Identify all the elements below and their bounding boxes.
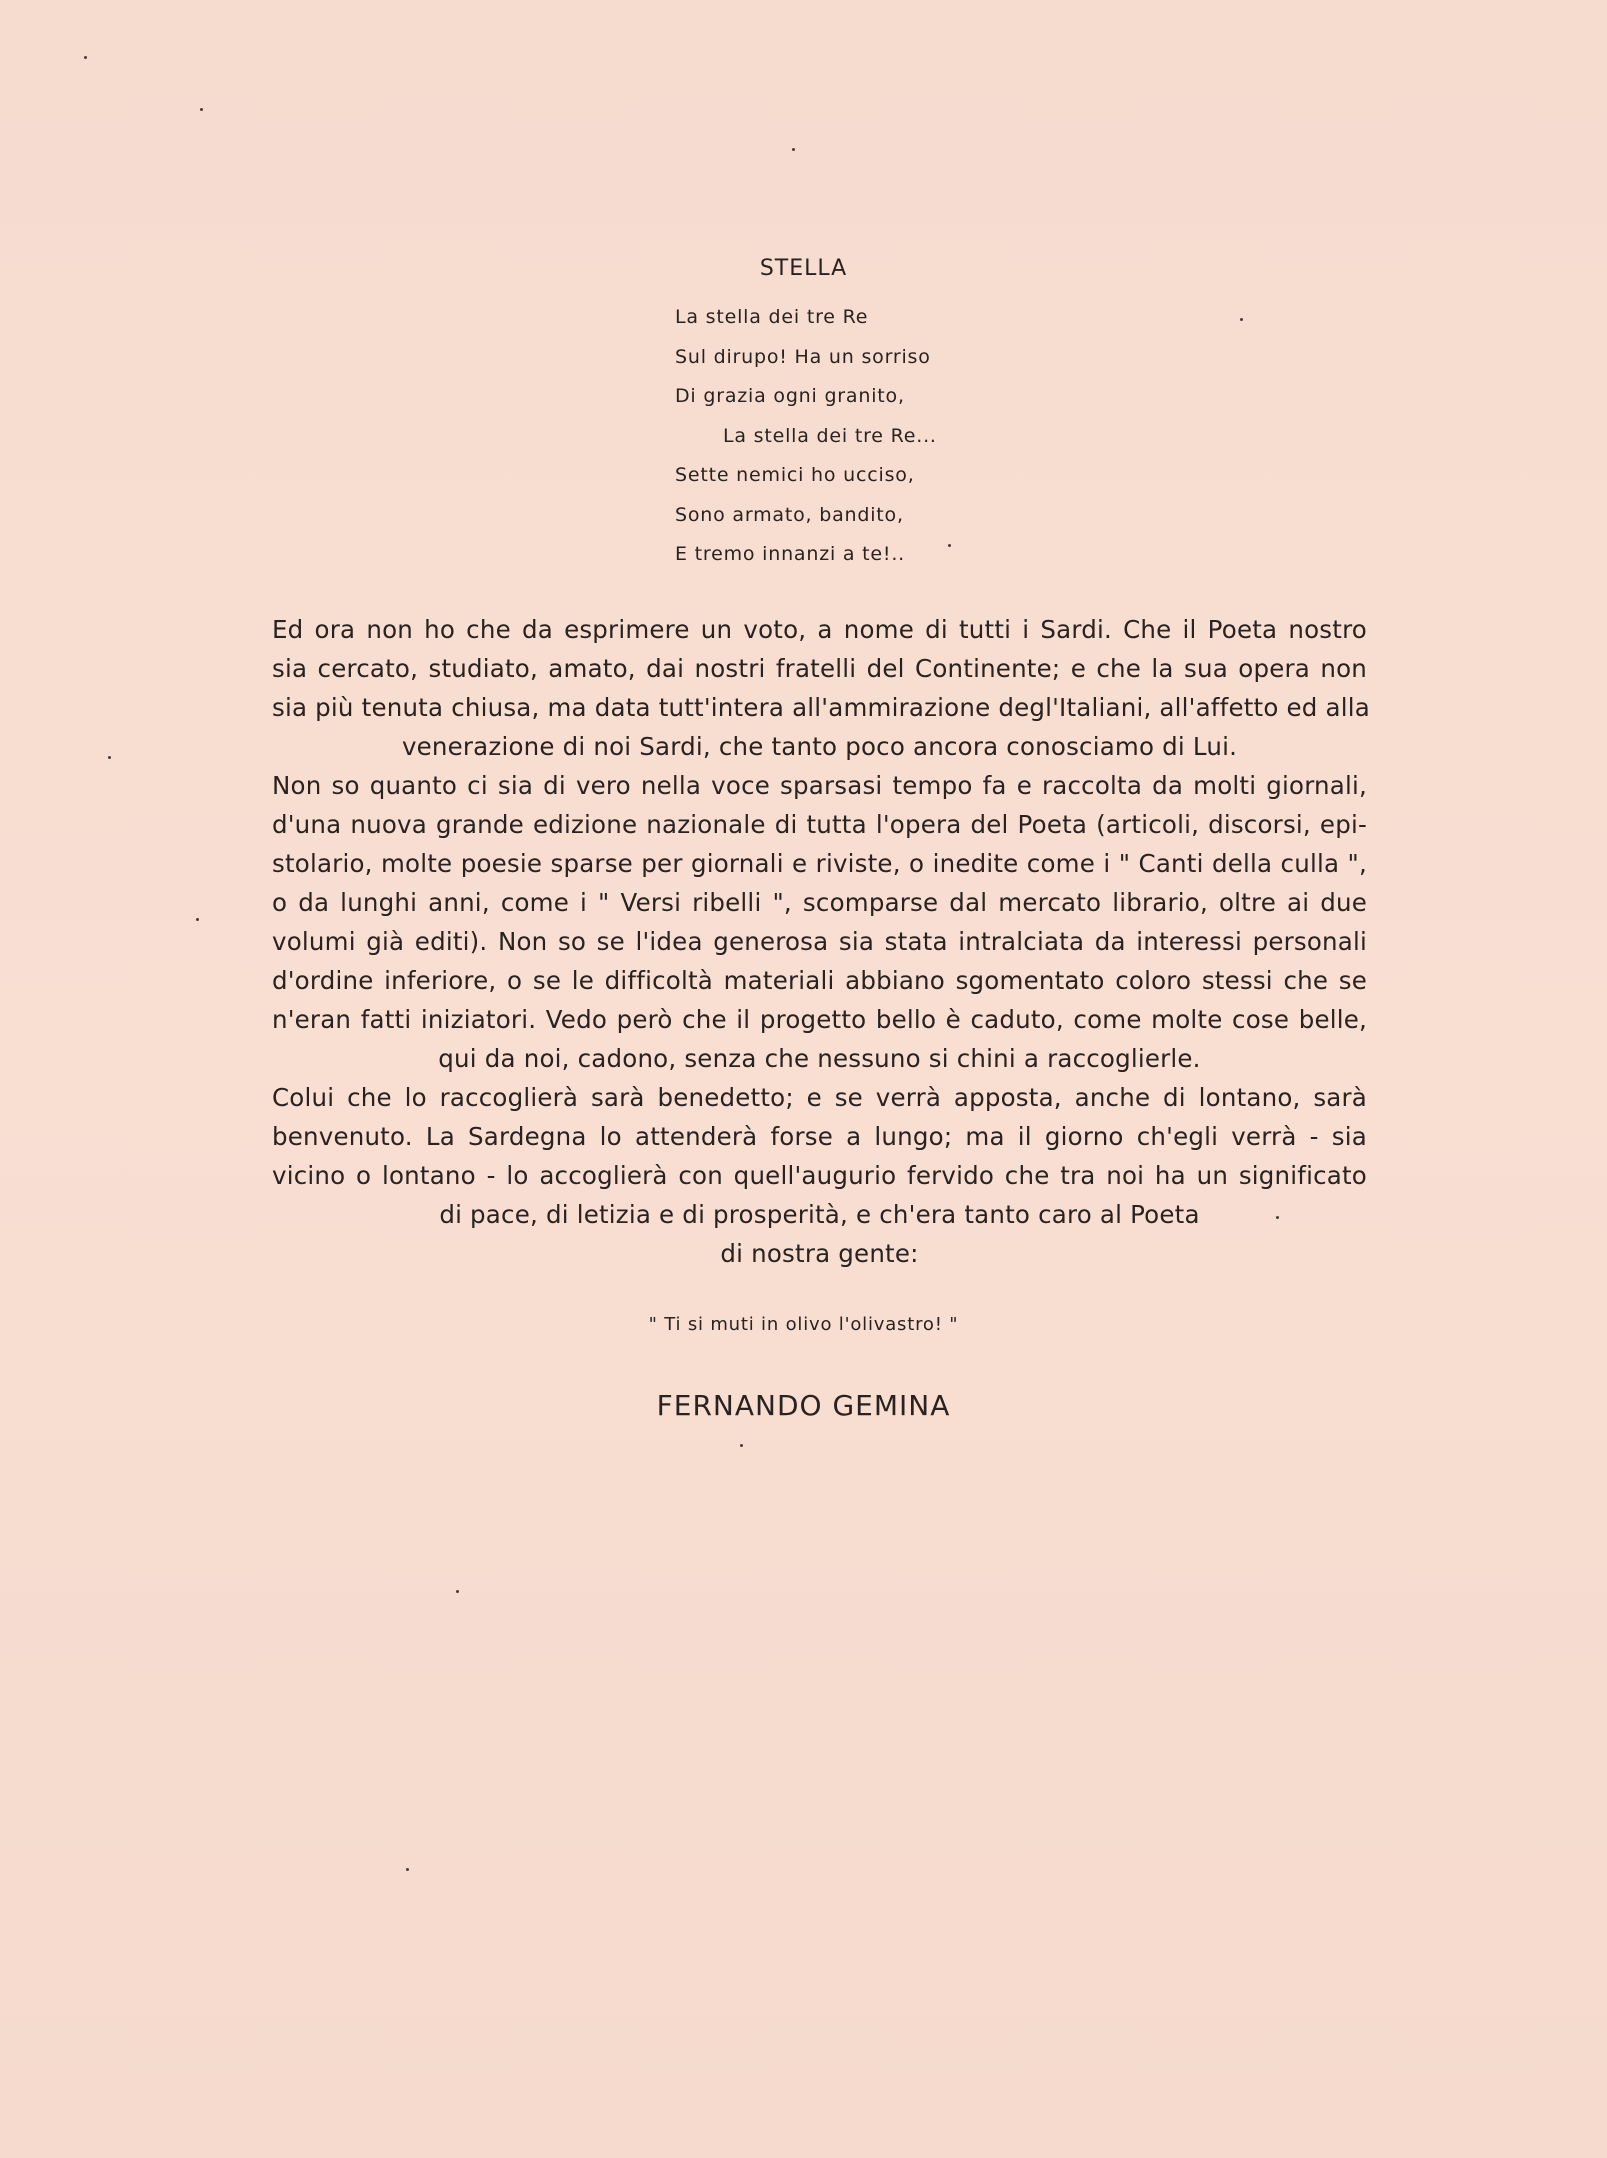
prose-line: venerazione di noi Sardi, che tanto poco ancora conosciamo di Lui.: [401, 732, 1238, 761]
prose-line: sia cercato, studiato, amato, dai nostri fratelli del Continente; e che la sua opera non: [272, 654, 1367, 683]
prose-line: Non so quanto ci sia di vero nella voce sparsasi tempo fa e raccolta da molti giornali,: [272, 771, 1367, 800]
author-signature: FERNANDO GEMINA: [656, 1389, 951, 1422]
paper-speck: [196, 918, 199, 921]
poem-title: STELLA: [759, 256, 848, 281]
paper-speck: [84, 56, 87, 59]
paper-speck: [740, 1444, 743, 1447]
prose-line: benvenuto. La Sardegna lo attenderà forse a lungo; ma il giorno ch'egli verrà - sia: [272, 1122, 1367, 1151]
prose-line: volumi già editi). Non so se l'idea generosa sia stata intralciata da interessi personali: [272, 927, 1367, 956]
paper-speck: [792, 148, 795, 151]
prose-line: qui da noi, cadono, senza che nessuno si chini a raccoglierle.: [438, 1044, 1201, 1073]
paper-speck: [406, 1868, 409, 1871]
poem: [675, 298, 1075, 575]
poem-line: E tremo innanzi a te!..: [675, 543, 906, 565]
closing-quote: " Ti si muti in olivo l'olivastro! ": [648, 1314, 959, 1335]
prose-body: [272, 610, 1370, 1273]
prose-line: o da lunghi anni, come i " Versi ribelli ", scomparse dal mercato librario, oltre ai due: [272, 888, 1367, 917]
prose-line: di nostra gente:: [720, 1239, 919, 1268]
poem-line: La stella dei tre Re...: [723, 424, 937, 447]
paper-speck: [200, 108, 203, 111]
poem-line: Sono armato, bandito,: [675, 503, 904, 526]
prose-line: d'ordine inferiore, o se le difficoltà materiali abbiano sgomentato coloro stessi che se: [272, 966, 1367, 995]
prose-line: vicino o lontano - lo accoglierà con quell'augurio fervido che tra noi ha un significato: [272, 1161, 1367, 1190]
poem-line: Di grazia ogni granito,: [675, 385, 905, 407]
poem-line: La stella dei tre Re: [675, 306, 869, 328]
prose-line: n'eran fatti iniziatori. Vedo però che il progetto bello è caduto, come molte cose belle,: [272, 1005, 1367, 1034]
poem-line: Sul dirupo! Ha un sorriso: [675, 345, 931, 368]
prose-line: sia più tenuta chiusa, ma data tutt'intera all'ammirazione degl'Italiani, all'affetto ed alla: [272, 693, 1370, 722]
paper-speck: [108, 756, 111, 759]
paper-speck: [456, 1590, 459, 1593]
prose-line: Ed ora non ho che da esprimere un voto, a nome di tutti i Sardi. Che il Poeta nostro: [272, 615, 1367, 644]
poem-line: Sette nemici ho ucciso,: [675, 464, 915, 486]
paper-speck: [1276, 1216, 1279, 1219]
prose-line: Colui che lo raccoglierà sarà benedetto; e se verrà apposta, anche di lontano, sarà: [272, 1083, 1367, 1112]
prose-line: d'una nuova grande edizione nazionale di tutta l'opera del Poeta (articoli, discorsi, epi-: [272, 810, 1367, 839]
paper-speck: [1240, 318, 1243, 321]
prose-line: di pace, di letizia e di prosperità, e ch'era tanto caro al Poeta: [439, 1200, 1200, 1229]
paper-speck: [948, 544, 951, 547]
prose-line: stolario, molte poesie sparse per giornali e riviste, o inedite come i " Canti della culla ",: [272, 849, 1367, 878]
